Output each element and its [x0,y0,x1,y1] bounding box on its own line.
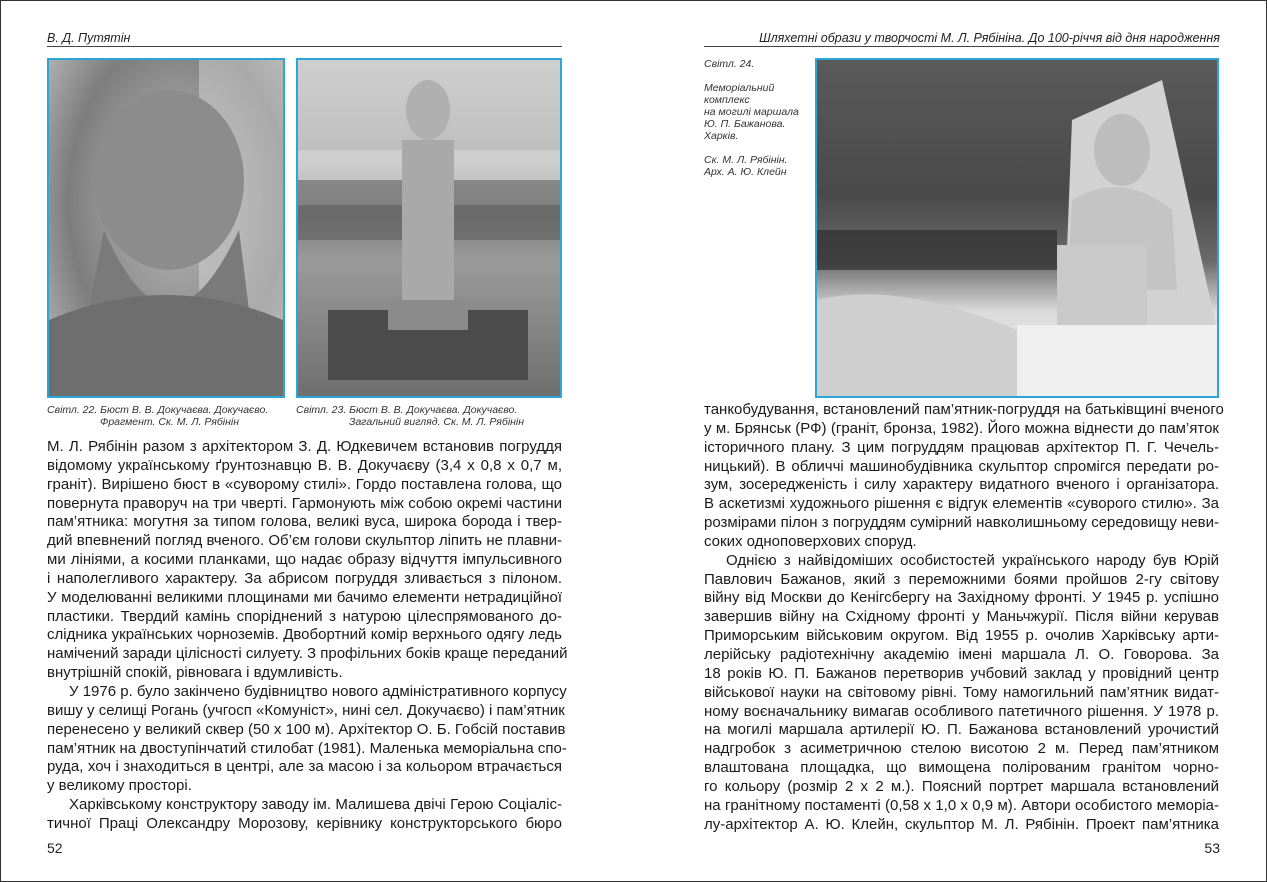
text-line: ми лініями, а косими планками, що надає образу відчуття імпульсивного [47,551,562,569]
header-rule [704,46,1219,47]
text-line: лерійську радіотехнічну академію імені маршала Л. О. Говорова. За [704,645,1219,663]
text-line: війну від Москви до Кенігсбергу на Західному фронті. У 1945 р. успішно [704,589,1219,607]
text-line: надгробок з асиметричною стелою висотою 2 м. Перед пам’ятником [704,740,1219,758]
text-line: Однією з найвідоміших особистостей українського народу був Юрій [726,551,1219,569]
text-line: У моделюванні великими площинами ми бачимо елементи нетрадиційної [47,588,562,606]
text-line: го кольору (розмір 2 x 2 м.). Поясний портрет маршала встановлений [704,777,1219,795]
text-line: пластики. Твердий камінь споріднений з натурою цілеспрямованого до- [47,607,562,625]
text-line: відомому українському ґрунтознавцю В. В. Докучаєву (3,4 x 0,8 x 0,7 м, [47,456,562,474]
caption-label: Світл. 24. [704,58,755,70]
text-line: внутрішній спокій, рівновага і вдумливість. [47,664,343,682]
photo-dokuchaev-bust-fragment [47,58,285,398]
caption-line: Фрагмент. Ск. М. Л. Рябінін [100,416,239,428]
text-line: розмірами пілон з погруддям сумірний навколишньому середовищу неви- [704,514,1219,532]
figure-caption-24 [704,58,804,178]
running-head-title: Шляхетні образи у творчості М. Л. Рябініна. До 100-річчя від дня народження [759,31,1220,45]
page-number: 52 [47,840,63,856]
text-line: перенесено у великий сквер (50 x 100 м). Архітектор О. Б. Гобсій поставив [47,720,566,738]
text-line: граніт). Вирішено бюст в «суворому стилі». Гордо поставлена голова, що [47,475,562,493]
paragraph [47,438,568,683]
right-page [633,0,1267,882]
caption-line: на могилі маршала [704,106,799,118]
caption-line: Арх. А. Ю. Клейн [704,166,787,178]
paragraph [47,682,567,796]
caption-line: Світл. 23. Бюст В. В. Докучаєва. Докучаєво. [296,404,518,416]
body-text-right [704,401,1224,834]
text-line: руда, хоч і знаходиться в центрі, але за масою і за кольором втрачається [47,758,562,776]
text-line: вишу у селищі Рогань (учгосп «Комуніст», нині сел. Докучаєво) і пам’ятник [47,701,565,719]
text-line: лу-архітектор А. Ю. Клейн, скульптор М. Л. Рябінін. Проект пам’ятника [704,815,1219,833]
figure-caption-22 [47,404,287,428]
text-line: Приморським військовим округом. Від 1955 р. очолив Харківську арти- [704,627,1219,645]
text-line: пам’ятник на двоступінчатий стилобат (1981). Маленька меморіальна спо- [47,739,567,757]
text-line: на могилі маршала артилерії Ю. П. Бажанова встановлений урочистий [704,721,1219,739]
text-line: слідника українських чорноземів. Двобортний комір верхнього одягу ледь [47,626,562,644]
paragraph [704,401,1224,552]
paragraph [47,796,562,834]
text-line: танкобудування, встановлений пам’ятник-погруддя на батьківщині вченого [704,401,1224,418]
text-line: намічений заради цілісності силуету. З профільних боків краще переданий [47,645,568,663]
text-line: дий впевнений погляд вченого. Об’єм голови скульптор ліпить не плавни- [47,532,562,550]
text-line: соких одноповерхових споруд. [704,532,917,550]
text-line: на гранітному постаменті (0,58 x 1,0 x 0,9 м). Автори особистого меморіа- [704,796,1219,814]
photo-dokuchaev-bust-general-view [296,58,562,398]
caption-line: Ю. П. Бажанова. [704,118,786,130]
text-line: ному воєначальнику вимагав особливого патетичного рішення. У 1978 р. [704,702,1219,720]
text-line: у м. Брянськ (РФ) (граніт, бронза, 1982). Його можна віднести до пам’яток [704,419,1219,437]
text-line: історичного плану. З цим погруддям працював архітектор П. Г. Чечель- [704,438,1219,456]
caption-line: Ск. М. Л. Рябінін. [704,154,788,166]
text-line: У 1976 р. було закінчено будівництво нового адміністративного корпусу [69,682,567,700]
running-head-author: В. Д. Путятін [47,31,131,45]
memorial-illustration [817,60,1217,396]
text-line: М. Л. Рябінін разом з архітектором З. Д. Юдкевичем встановив погруддя [47,438,562,455]
text-line: завершив війну на Східному фронті у Маньчжурії. Після війни керував [704,608,1219,626]
left-page [0,0,633,882]
monument-illustration [298,60,560,396]
page-number: 53 [1204,840,1220,856]
caption-line: Загальний вигляд. Ск. М. Л. Рябінін [349,416,525,428]
photo-bazhanov-memorial [815,58,1219,398]
text-line: тичної Праці Олександру Морозову, керівнику конструкторського бюро [47,814,562,832]
caption-line: Меморіальний [704,82,775,94]
caption-line: Харків. [704,130,739,142]
text-line: В аскетизмі художнього рішення є відгук елементів «суворого стилю». За [704,495,1219,513]
text-line: 18 років Ю. П. Бажанов перетворив учбовий заклад у провідний центр [704,664,1219,682]
caption-line: комплекс [704,94,750,106]
paragraph [704,552,1219,835]
caption-line: Світл. 22. Бюст В. В. Докучаєва. Докучаєво. [47,404,269,416]
text-line: і наполегливого характеру. За абрисом погруддя зливається з пілоном. [47,569,562,587]
text-line: повернута праворуч на три чверті. Гармонують між собою окремі частини [47,494,562,512]
text-line: у великому просторі. [47,777,192,795]
header-rule [47,46,562,47]
text-line: пам’ятника: могутня за типом голова, великі вуса, широка борода і твер- [47,513,562,531]
text-line: зум, зосередженість і силу характеру видатного вченого і організатора. [704,476,1219,494]
text-line: Харківському конструктору заводу ім. Малишева двічі Герою Соціаліс- [69,796,562,814]
figure-caption-23 [296,404,562,428]
text-line: військової науки на світовому рівні. Тому намогильний пам’ятник видат- [704,683,1219,701]
text-line: Павлович Бажанов, який з переможними боями пройшов 2-гу світову [704,570,1219,588]
text-line: влаштована площадка, що вимощена полірованим гранітом чорно- [704,759,1219,777]
bust-illustration [49,60,283,396]
body-text-left [47,438,568,834]
text-line: ницький). В обличчі машинобудівника скульптор спромігся передати ро- [704,457,1219,475]
